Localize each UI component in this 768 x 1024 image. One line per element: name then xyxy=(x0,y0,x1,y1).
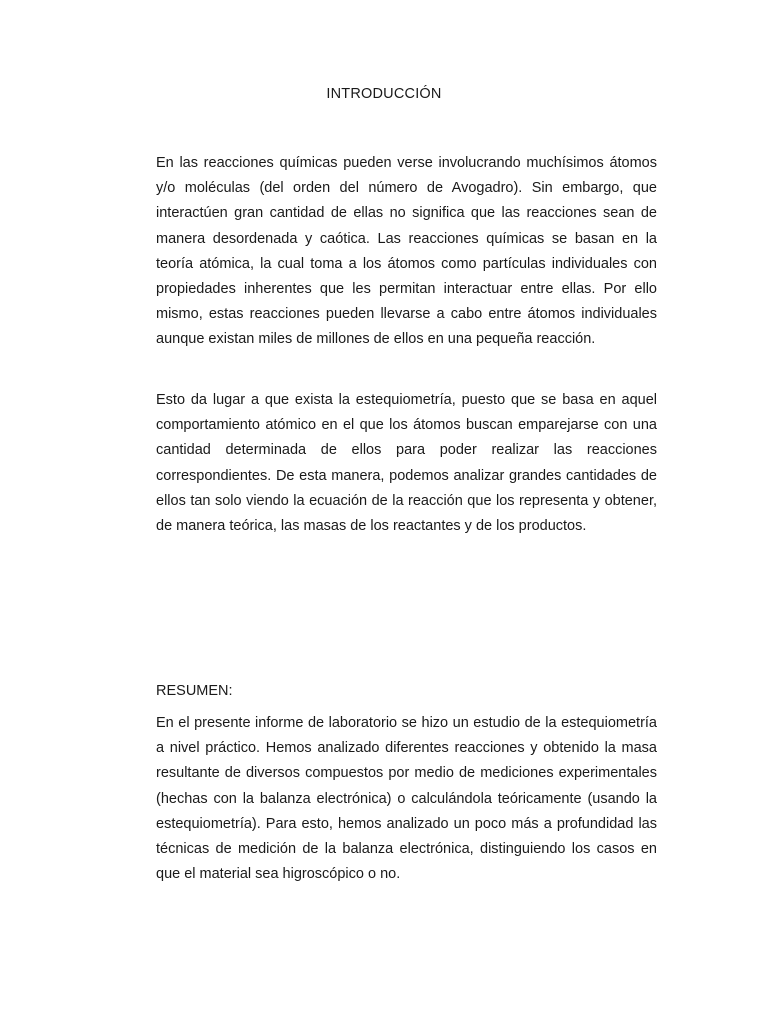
summary-paragraph: En el presente informe de laboratorio se hizo un estudio de la estequiometría a nivel práctico. Hemos analizado diferentes reacciones y obtenido la masa resultante de diversos compuestos por medio de mediciones experimentales (hechas con la balanza electrónica) o calculándola teóricamente (usando la estequiometría). Para esto, hemos analizado un poco más a profundidad las técnicas de medición de la balanza electrónica, distinguiendo los casos en que el material sea higroscópico o no. xyxy=(156,715,657,883)
introduction-heading: INTRODUCCIÓN xyxy=(326,86,442,102)
introduction-paragraph-1: En las reacciones químicas pueden verse involucrando muchísimos átomos y/o moléculas (del orden del número de Avogadro). Sin embargo, que interactúen gran cantidad de ellas no significa que las reacciones sean de manera desordenada y caótica. Las reacciones químicas se basan en la teoría atómica, la cual toma a los átomos como partículas individuales con propiedades inherentes que les permitan interactuar entre ellas. Por ello mismo, estas reacciones pueden llevarse a cabo entre átomos individuales aunque existan miles de millones de ellos en una pequeña reacción. xyxy=(156,155,657,348)
summary-heading: RESUMEN: xyxy=(156,683,233,699)
introduction-paragraph-2: Esto da lugar a que exista la estequiometría, puesto que se basa en aquel comportamiento atómico en el que los átomos buscan emparejarse con una cantidad determinada de ellos para poder realizar las reacciones correspondientes. De esta manera, podemos analizar grandes cantidades de ellos tan solo viendo la ecuación de la reacción que los representa y obtener, de manera teórica, las masas de los reactantes y de los productos. xyxy=(156,392,657,535)
